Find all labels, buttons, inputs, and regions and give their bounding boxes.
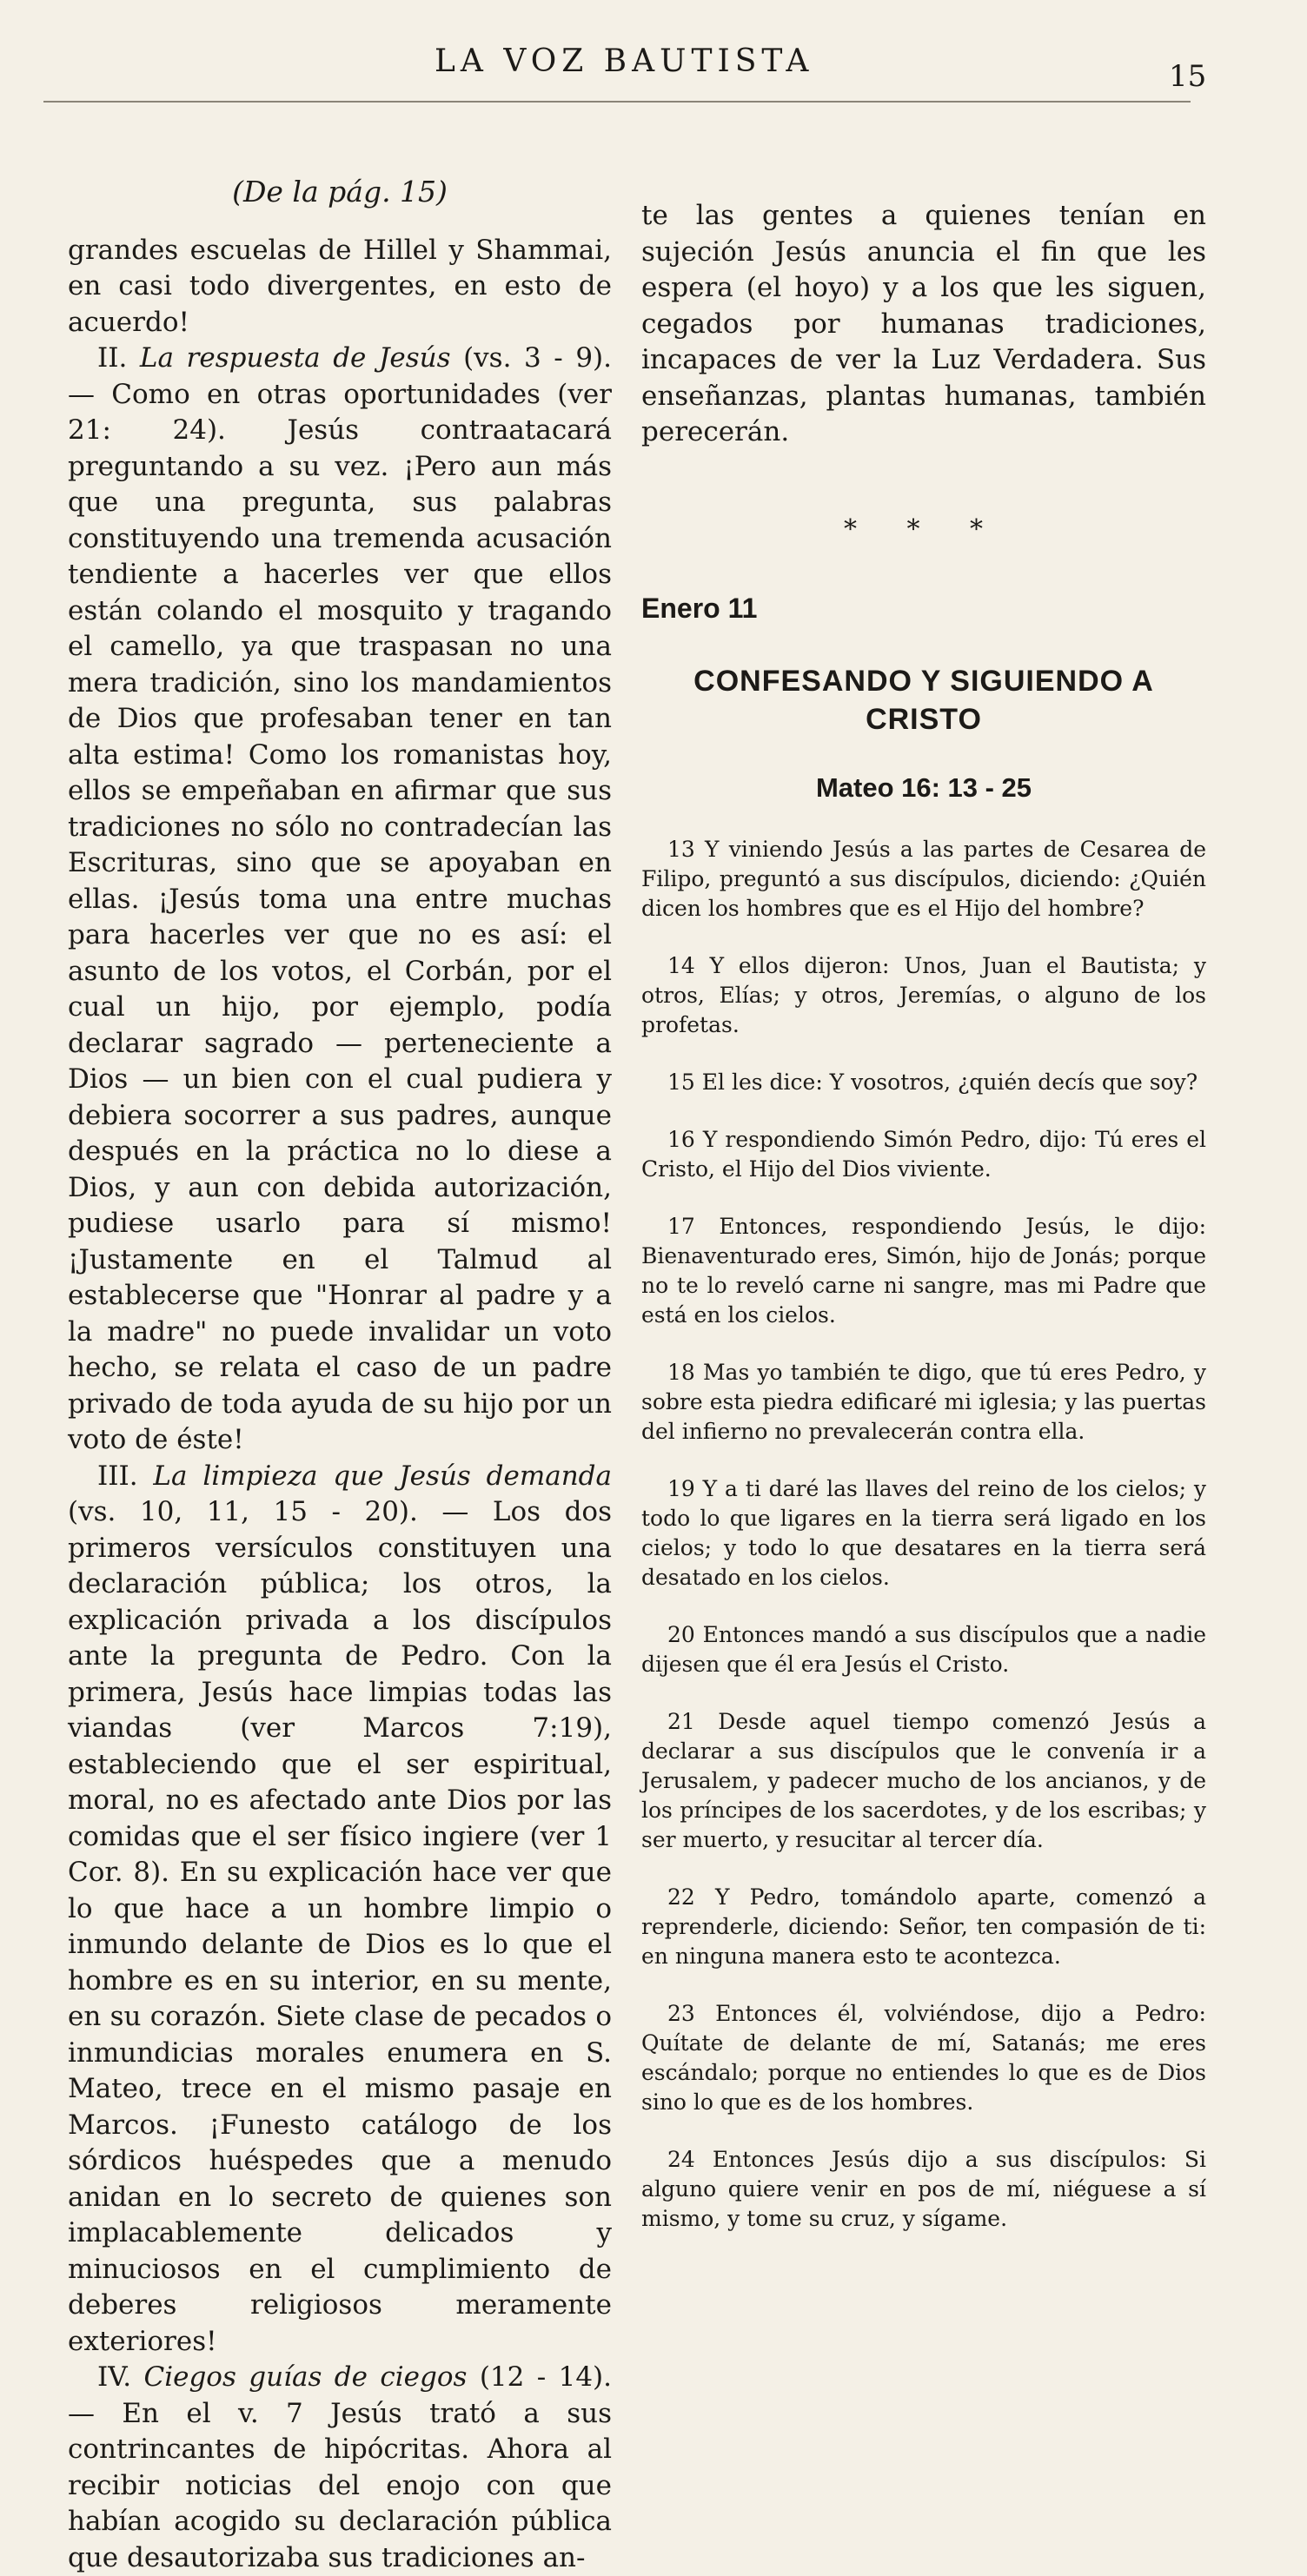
header-rule [43,101,1191,103]
running-head: LA VOZ BAUTISTA [435,43,814,79]
section-2-number: II. [97,342,128,374]
left-column [68,174,612,2576]
verse: 18 Mas yo también te digo, que tú eres Pedro, y sobre esta piedra edificaré mi iglesia; y las puertas del infierno no prevalecerán contra ella. [641,1360,1206,1444]
verse: 20 Entonces mandó a sus discípulos que a nadie dijesen que él era Jesús el Cristo. [641,1622,1206,1677]
verse: 23 Entonces él, volviéndose, dijo a Pedro: Quítate de delante de mí, Satanás; me eres escándalo; porque no entiendes lo que es de Dios sino lo que es de los hombres. [641,2001,1206,2115]
continuation-paragraph: te las gentes a quienes tenían en sujeción Jesús anuncia el fin que les espera (el hoyo) y a los que les siguen, cegados por humanas tradiciones, incapaces de ver la Luz Verdadera. Sus enseñanzas, plantas humanas, también perecerán. [641,200,1206,447]
section-4-number: IV. [97,2361,132,2393]
section-3 [68,1459,612,2361]
section-2-text: (vs. 3 - 9). — Como en otras oportunidades (ver 21: 24). Jesús contraatacará preguntando a su vez. ¡Pero aun más que una pregunta, sus palabras constituyendo una tremenda acusación tendiente a hacerles ver que ellos están colando el mosquito y tragando el camello, ya que traspasan no una mera tradición, sino los mandamientos de Dios que profesaban tener en tan alta estima! Como los romanistas hoy, ellos se empeñaban en afirmar que sus tradiciones no sólo no contradecían las Escrituras, sino que se apoyaban en ellas. ¡Jesús toma una entre muchas para hacerles ver que no es así: el asunto de los votos, el Corbán, por el cual un hijo, por ejemplo, podía declarar sagrado — perteneciente a Dios — un bien con el cual pudiera y debiera socorrer a sus padres, aunque después en la práctica no lo diese a Dios, y aun con debida autorización, pudiese usarlo para sí mismo! ¡Justamente en el Talmud al establecerse que "Honrar al padre y a la madre" no puede invalidar un voto hecho, se relata el caso de un padre privado de toda ayuda de su hijo por un voto de éste! [68,342,612,1455]
page-number: 15 [1169,59,1207,94]
paragraph-hillel: grandes escuelas de Hillel y Shammai, en casi todo divergentes, en esto de acuerdo! [68,234,612,338]
verse: 14 Y ellos dijeron: Unos, Juan el Bautista; y otros, Elías; y otros, Jeremías, o alguno de los profetas. [641,953,1206,1037]
verse: 19 Y a ti daré las llaves del reino de los cielos; y todo lo que ligares en la tierra será ligado en los cielos; y todo lo que desatares en la tierra será desatado en los cielos. [641,1476,1206,1590]
section-3-text: (vs. 10, 11, 15 - 20). — Los dos primeros versículos constituyen una declaración pública; los otros, la explicación privada a los discípulos ante la pregunta de Pedro. Con la primera, Jesús hace limpias todas las viandas (ver Marcos 7:19), estableciendo que el ser espiritual, moral, no es afectado ante Dios por las comidas que el ser físico ingiere (ver 1 Cor. 8). En su explicación hace ver que lo que hace a un hombre limpio o inmundo delante de Dios es lo que el hombre es en su interior, en su mente, en su corazón. Siete clase de pecados o inmundicias morales enumera en S. Mateo, trece en el mismo pasaje en Marcos. ¡Funesto catálogo de los sórdicos huéspedes que a menudo anidan en lo secreto de quienes son implacablemente delicados y minuciosos en el cumplimiento de deberes religiosos meramente exteriores! [68,1496,612,2357]
section-3-title: La limpieza que Jesús demanda [153,1460,612,1492]
lesson-date: Enero 11 [641,593,758,624]
verse: 24 Entonces Jesús dijo a sus discípulos: Si alguno quiere venir en pos de mí, niéguese a sí mismo, y tome su cruz, y sígame. [641,2147,1206,2231]
lesson-title: CONFESANDO Y SIGUIENDO A CRISTO [693,664,1154,736]
verse: 13 Y viniendo Jesús a las partes de Cesarea de Filipo, preguntó a sus discípulos, diciendo: ¿Quién dicen los hombres que es el Hijo del hombre? [641,837,1206,921]
section-divider-stars: * * * [843,513,1005,545]
verse: 21 Desde aquel tiempo comenzó Jesús a declarar a sus discípulos que le convenía ir a Jerusalem, y padecer mucho de los ancianos, y de los príncipes de los sacerdotes, y de los escribas; y ser muerto, y resucitar al tercer día. [641,1709,1206,1852]
section-3-number: III. [97,1460,138,1492]
section-2-title: La respuesta de Jesús [139,342,451,374]
section-4-text: (12 - 14). — En el v. 7 Jesús trató a sus contrincantes de hipócritas. Ahora al recibir noticias del enojo con que habían acogido su declaración pública que desautorizaba sus tradiciones an- [68,2361,613,2573]
scripture-reference: Mateo 16: 13 - 25 [815,771,1032,803]
right-column [641,198,1206,2261]
verse: 22 Y Pedro, tomándolo aparte, comenzó a reprenderle, diciendo: Señor, ten compasión de ti: en ninguna manera esto te acontezca. [641,1884,1206,1969]
verse: 16 Y respondiendo Simón Pedro, dijo: Tú eres el Cristo, el Hijo del Dios viviente. [641,1127,1206,1182]
section-2 [68,341,612,1459]
continued-from-note: (De la pág. 15) [232,175,448,209]
section-4-title: Ciegos guías de ciegos [143,2361,468,2393]
section-4 [68,2360,612,2576]
verse: 15 El les dice: Y vosotros, ¿quién decís que soy? [667,1069,1198,1095]
verse: 17 Entonces, respondiendo Jesús, le dijo: Bienaventurado eres, Simón, hijo de Jonás; porque no te lo reveló carne ni sangre, mas mi Padre que está en los cielos. [641,1214,1206,1328]
page-header [0,35,1307,96]
